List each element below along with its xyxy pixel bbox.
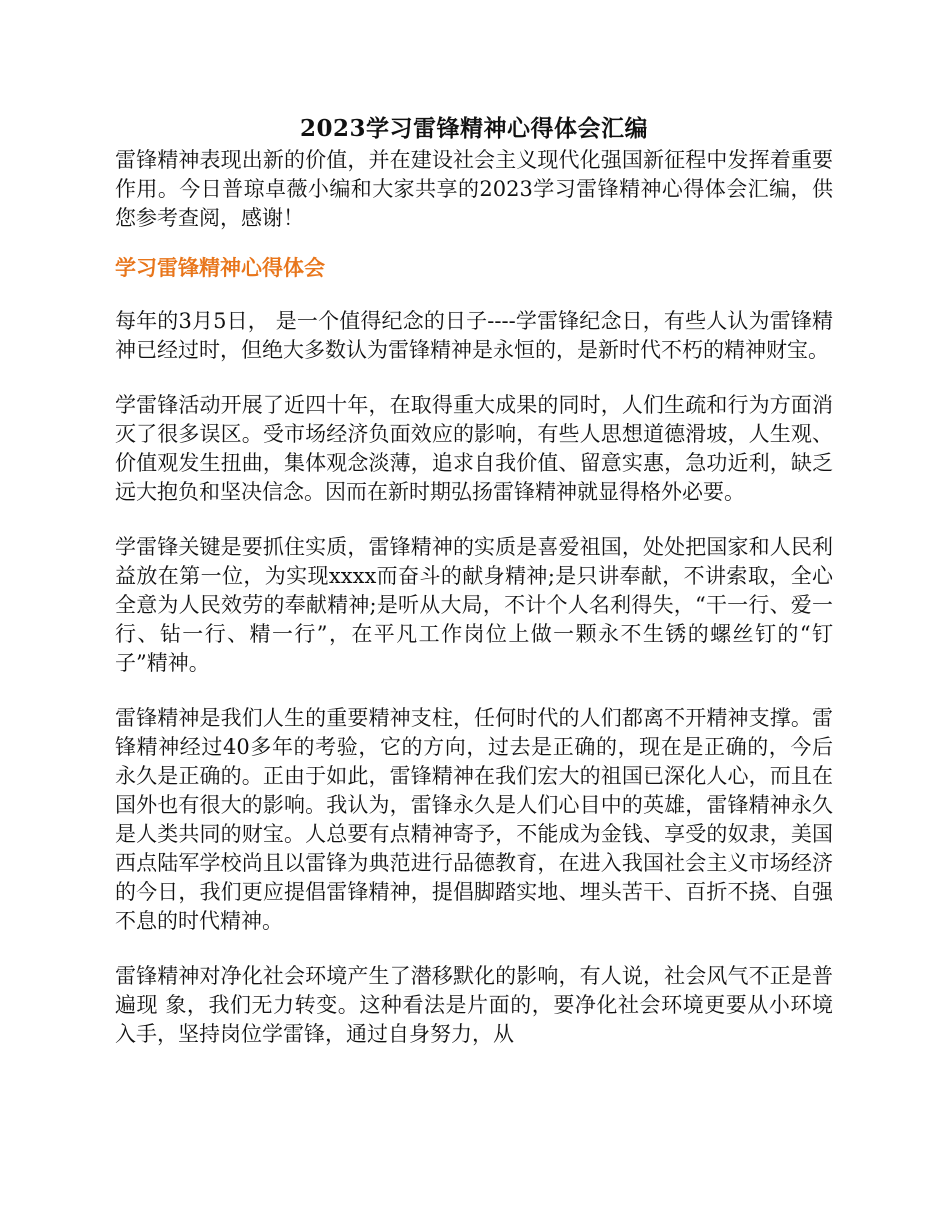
section-heading: 学习雷锋精神心得体会: [115, 255, 325, 280]
body-paragraph-3: 学雷锋关键是要抓住实质，雷锋精神的实质是喜爱祖国，处处把国家和人民利益放在第一位，为实现xxxx而奋斗的献身精神;是只讲奉献，不讲索取，全心全意为人民效劳的奉献精神;是听从大局，不计个人名利得失，“干一行、爱一行、钻一行、精一行”，在平凡工作岗位上做一颗永不生锈的螺丝钉的“钉子”精神。: [115, 535, 833, 675]
body-paragraph-4: 雷锋精神是我们人生的重要精神支柱，任何时代的人们都离不开精神支撑。雷锋精神经过40多年的考验，它的方向，过去是正确的，现在是正确的，今后永久是正确的。正由于如此，雷锋精神在我们宏大的祖国已深化人心，而且在国外也有很大的影响。我认为，雷锋永久是人们心目中的英雄，雷锋精神永久是人类共同的财宝。人总要有点精神寄予，不能成为金钱、享受的奴隶，美国西点陆军学校尚且以雷锋为典范进行品德教育，在进入我国社会主义市场经济的今日，我们更应提倡雷锋精神，提倡脚踏实地、埋头苦干、百折不挠、自强不息的时代精神。: [115, 706, 833, 933]
body-paragraph-5: 雷锋精神对净化社会环境产生了潜移默化的影响，有人说，社会风气不正是普遍现 象，我们无力转变。这种看法是片面的，要净化社会环境更要从小环境入手，坚持岗位学雷锋，通过自身努力，从: [115, 964, 833, 1046]
intro-paragraph: 雷锋精神表现出新的价值，并在建设社会主义现代化强国新征程中发挥着重要作用。今日普琼卓薇小编和大家共享的2023学习雷锋精神心得体会汇编，供您参考查阅，感谢！: [115, 148, 833, 230]
document-page: [115, 112, 833, 1075]
body-paragraph-1: 每年的3月5日， 是一个值得纪念的日子----学雷锋纪念日，有些人认为雷锋精神已经过时，但绝大多数认为雷锋精神是永恒的，是新时代不朽的精神财宝。: [115, 309, 833, 362]
body-paragraph-2: 学雷锋活动开展了近四十年，在取得重大成果的同时，人们生疏和行为方面消灭了很多误区。受市场经济负面效应的影响，有些人思想道德滑坡，人生观、价值观发生扭曲，集体观念淡薄，追求自我价值、留意实惠，急功近利，缺乏远大抱负和坚决信念。因而在新时期弘扬雷锋精神就显得格外必要。: [115, 393, 833, 504]
document-title: 2023学习雷锋精神心得体会汇编: [299, 115, 648, 142]
